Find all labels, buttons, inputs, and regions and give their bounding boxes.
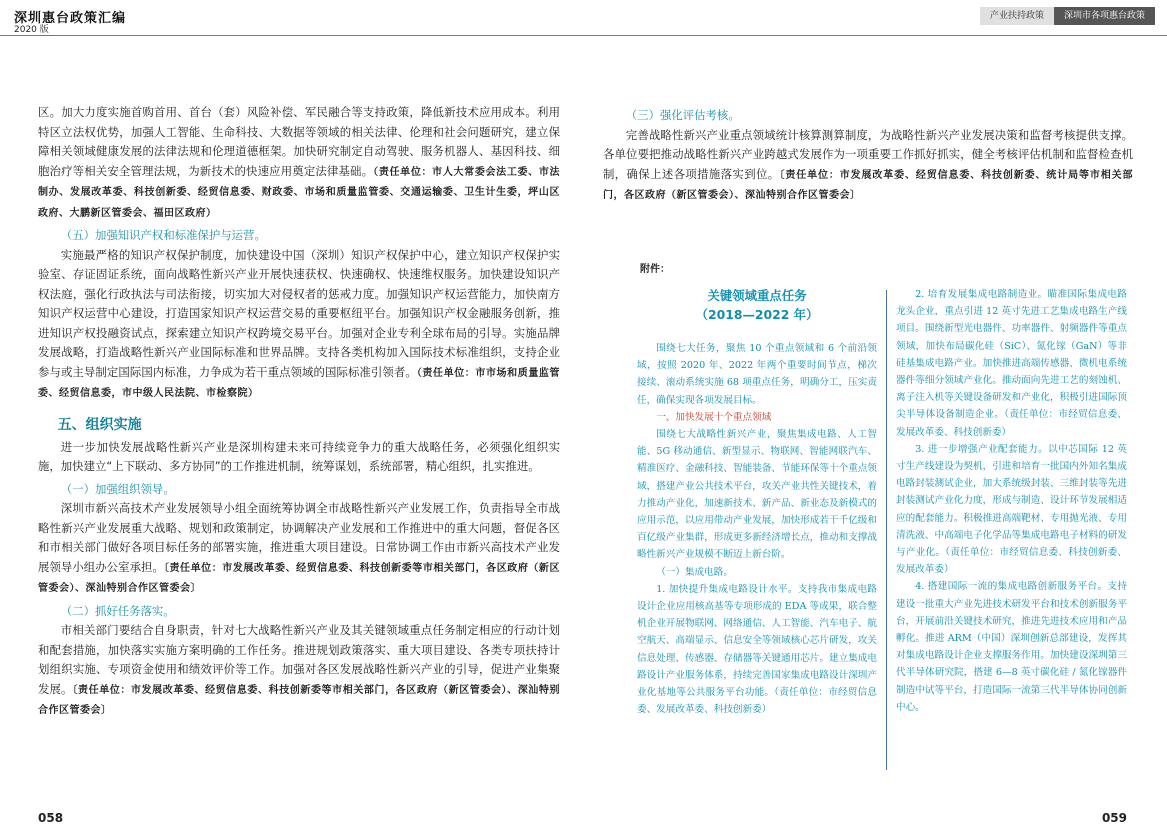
paragraph-text: 完善战略性新兴产业重点领域统计核算测算制度，为战略性新兴产业发展决策和监督考核提供支撑。各单位要把推动战略性新兴产业跨越式发展作为一项重要工作抓好抓实，健全考核评估机制和监督检查机制，确保上述各项措施落实到位。	[603, 127, 1133, 181]
appendix-column-left	[637, 286, 877, 718]
paragraph-text: 市相关部门要结合自身职责，针对七大战略性新兴产业及其关键领域重点任务制定相应的行动计划和配套措施，加快落实实施方案明确的工作任务。推进规划政策落实、重大项目建设、各类专项扶持计划组织实施、专项资金使用和绩效评价等工作。加强对各区发展战略性新兴产业的引导，促进产业集聚发展。	[38, 623, 560, 696]
appendix-period: （2018—2022 年）	[695, 307, 819, 322]
paragraph	[603, 126, 1133, 206]
responsibility-note: 〔责任单位：市发展改革委、经贸信息委、科技创新委等市相关部门，各区政府（新区管委会）、深汕特别合作区管委会〕	[38, 684, 560, 716]
appendix-subheading: （一）集成电路。	[656, 566, 733, 578]
paragraph	[38, 103, 560, 223]
appendix-paragraph: 3. 进一步增强产业配套能力。以中芯国际 12 英寸生产线建设为契机，引进和培育一批国内外知名集成电路封装测试企业，加大系统级封装、三维封装等先进封装测试产业化力度，形成与制造、设计环节发展相适应的配套能力。积极推进高端靶材、专用抛光液、专用清洗液、中高端电子化学品等集成电路电子材料的研发与产业化。（责任单位：市经贸信息委、科技创新委、发展改革委）	[896, 443, 1127, 576]
appendix-paragraph: 4. 搭建国际一流的集成电路创新服务平台。支持建设一批重大产业先进技术研发平台和技术创新服务平台，开展前沿关键技术研究，推进先进技术应用和产品孵化。推进 ARM（中国）深圳创新总部建设，发挥其对集成电路设计企业支撑服务作用。加快建设深圳第三代半导体研究院，搭建 6—8 英寸碳化硅 / 氮化镓器件制造中试等平台，打造国际一流第三代半导体协同创新中心。	[896, 581, 1127, 713]
page-number-right: 059	[1101, 811, 1127, 825]
responsibility-note: （责任单位：市人大常委会法工委、市法制办、发展改革委、科技创新委、经贸信息委、财政委、市场和质量监管委、交通运输委、卫生计生委，坪山区政府、大鹏新区管委会、福田区政府）	[38, 166, 561, 219]
left-page	[38, 103, 560, 721]
tab-industry-policy: 产业扶持政策	[980, 7, 1054, 25]
responsibility-note: （责任单位：市市场和质量监管委、经贸信息委，市中级人民法院、市检察院）	[38, 367, 561, 399]
subsection-heading: （二）抓好任务落实。	[60, 603, 175, 618]
section-heading: 五、组织实施	[57, 416, 142, 433]
appendix-paragraph: 2. 培育发展集成电路制造业。瞄准国际集成电路龙头企业，重点引进 12 英寸先进工艺集成电路生产线项目。围绕新型光电器件、功率器件、射频器件等重点领域，加快布局碳化硅（SiC）、氮化镓（GaN）等非硅基集成电路产业。加快推进高端传感器、微机电系统器件等细分领域产业化。推动面向先进工艺的刻蚀机、离子注入机等关键设备研发和产业化，积极引进国际顶尖半导体设备制造企业。（责任单位：市经贸信息委、发展改革委、科技创新委）	[896, 289, 1127, 438]
edition-year: 2020 版	[14, 25, 49, 35]
paragraph	[38, 621, 560, 721]
header-tabs	[980, 7, 1155, 25]
appendix-column-right	[896, 286, 1127, 716]
attachment-label: 附件：	[640, 264, 670, 275]
column-divider	[886, 290, 887, 770]
responsibility-note: 〔责任单位：市发展改革委、经贸信息委、科技创新委等市相关部门，各区政府（新区管委会）、深汕特别合作区管委会〕	[38, 562, 560, 594]
paragraph	[38, 499, 560, 599]
paragraph-text: 区。加大力度实施首购首用、首台（套）风险补偿、军民融合等支持政策，降低新技术应用成本。利用特区立法权优势，加强人工智能、生命科技、大数据等领域的相关法律、伦理和社会问题研究，建立保障相关领域健康发展的法律法规和伦理道德框架。加快研究制定自动驾驶、服务机器人、基因科技、细胞治疗等相关安全管理法规，为新技术的快速应用奠定法律基础。	[38, 105, 560, 178]
appendix-paragraph: 1. 加快提升集成电路设计水平。支持我市集成电路设计企业应用核高基等专项形成的 EDA 等成果，联合整机企业开展物联网、网络通信、人工智能、汽车电子、航空航天、高端显示、信息安全等领域核心芯片研发，攻关信息处理、传感器、存储器等关键通用芯片。建立集成电路设计产业服务体系，持续完善国家集成电路设计深圳产业化基地等公共服务平台功能。（责任单位：市经贸信息委、发展改革委、科技创新委）	[637, 583, 877, 716]
page-number-left: 058	[38, 811, 64, 825]
subsection-heading: （一）加强组织领导。	[60, 481, 175, 496]
book-title: 深圳惠台政策汇编	[14, 11, 127, 26]
header-rule	[0, 35, 1167, 36]
paragraph: 进一步加快发展战略性新兴产业是深圳构建未来可持续竞争力的重大战略任务，必须强化组织实施，加快建立“上下联动、多方协同”的工作推进机制，统筹谋划，系统部署，精心组织，扎实推进。	[38, 439, 560, 473]
responsibility-note: 〔责任单位：市发展改革委、经贸信息委、科技创新委、统计局等市相关部门，各区政府（新区管委会）、深汕特别合作区管委会〕	[603, 169, 1133, 201]
paragraph-text: 实施最严格的知识产权保护制度，加快建设中国（深圳）知识产权保护中心，建立知识产权保护实验室、存证固证系统，面向战略性新兴产业开展快速获权、快速确权、快速维权服务。加快建设知识产权法庭，强化行政执法与司法衔接，切实加大对侵权者的惩戒力度。加强知识产权运营能力，加快南方知识产权运营中心建设，打造国家知识产权运营交易的重要枢纽平台。加强知识产权金融服务创新，推进知识产权投融资试点，探索建立知识产权跨境交易平台。加强对企业专利全球布局的引导。实施品牌发展战略，打造战略性新兴产业国际标准和世界品牌。支持各类机构加入国际技术标准组织，支持企业参与或主导制定国际国内标准，力争成为若干重点领域的国际标准引领者。	[38, 247, 560, 379]
subsection-heading: （三）强化评估考核。	[625, 108, 740, 122]
appendix-paragraph: 围绕七大任务，聚焦 10 个重点领域和 6 个前沿领域，按照 2020 年、2022 年两个重要时间节点，梯次接续、滚动系统实施 68 项重点任务，明确分工，压实责任，确保实现各项发展目标。	[637, 343, 877, 406]
subsection-heading: （五）加强知识产权和标准保护与运营。	[60, 228, 266, 242]
paragraph	[38, 246, 560, 404]
right-page	[603, 103, 1133, 206]
appendix-paragraph: 围绕七大战略性新兴产业，聚焦集成电路、人工智能、5G 移动通信、新型显示、物联网、智能网联汽车、精准医疗、金融科技、智能装备、节能环保等十个重点领域，搭建产业公共技术平台，攻关产业共性关键技术，着力推动产业化，加速新技术、新产品、新业态及新模式的应用示范，以应用带动产业发展，加快形成若干千亿级和百亿级产业集群，形成更多新经济增长点，推动和支撑战略性新兴产业规模不断迈上新台阶。	[637, 429, 877, 561]
tab-shenzhen-policies: 深圳市各项惠台政策	[1054, 7, 1155, 25]
appendix-category-heading: 一、加快发展十个重点领域	[656, 411, 772, 423]
paragraph-text: 深圳市新兴高技术产业发展领导小组全面统筹协调全市战略性新兴产业发展工作，负责指导全市战略性新兴产业发展重大战略、规划和政策制定，协调解决产业发展和工作推进中的重大问题，督促各区和市相关部门做好各项目标任务的部署实施，推进重大项目建设。日常协调工作由市新兴高技术产业发展领导小组办公室承担。	[38, 501, 560, 574]
appendix-title: 关键领域重点任务	[707, 288, 807, 303]
